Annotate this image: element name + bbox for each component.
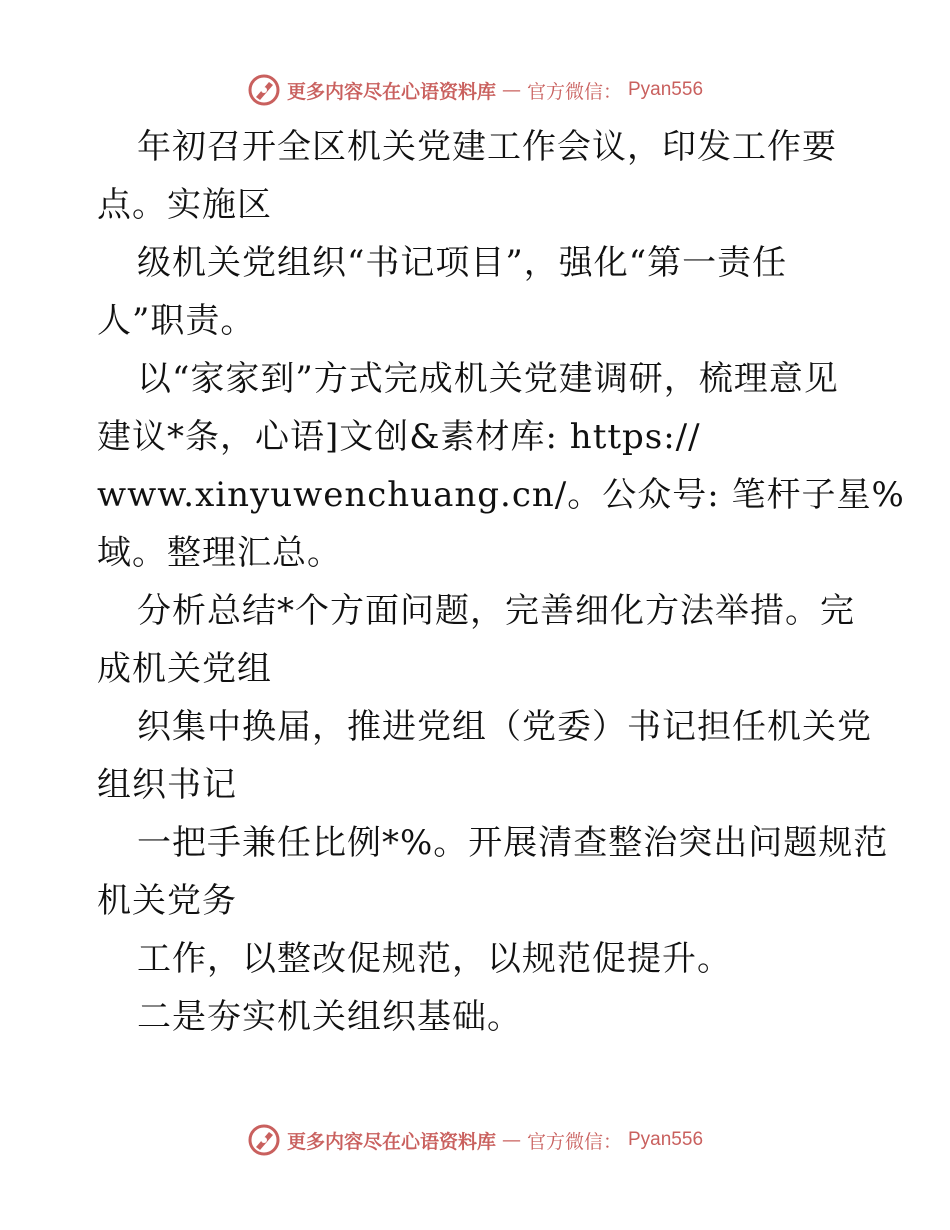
body-line-3: 级机关党组织“书记项目”，强化“第一责任 <box>137 243 788 283</box>
header-wechat-id: Pyan556 <box>628 79 704 100</box>
body-line-4: 人”职责。 <box>97 301 256 341</box>
header-dash: — <box>501 79 521 101</box>
header-brand-text: 更多内容尽在心语资料库 <box>286 80 496 103</box>
footer-contact-label: 官方微信： <box>526 1130 622 1153</box>
body-line-9: 分析总结*个方面问题，完善细化方法举措。完 <box>137 591 855 631</box>
body-line-2: 点。实施区 <box>97 185 272 225</box>
document-body <box>97 118 905 1046</box>
footer-dash: — <box>501 1129 521 1151</box>
pen-logo-icon <box>247 73 281 107</box>
body-line-6: 建议*条，心语]文创&素材库: https:// <box>97 417 701 457</box>
footer-banner <box>0 1120 950 1160</box>
body-line-16: 二是夯实机关组织基础。 <box>137 997 522 1037</box>
body-line-11: 织集中换届，推进党组（党委）书记担任机关党 <box>137 707 872 747</box>
body-line-7: www.xinyuwenchuang.cn/。公众号: 笔杆子星% <box>97 475 905 515</box>
pen-logo-icon <box>247 1123 281 1157</box>
footer-wechat-id: Pyan556 <box>628 1129 704 1150</box>
body-line-14: 机关党务 <box>97 881 237 921</box>
body-line-8: 域。整理汇总。 <box>97 533 342 573</box>
header-banner <box>0 70 950 110</box>
body-line-5: 以“家家到”方式完成机关党建调研，梳理意见 <box>137 359 839 399</box>
footer-brand-text: 更多内容尽在心语资料库 <box>286 1130 496 1153</box>
body-line-13: 一把手兼任比例*%。开展清查整治突出问题规范 <box>137 823 889 863</box>
header-contact-label: 官方微信： <box>526 80 622 103</box>
body-line-12: 组织书记 <box>97 765 237 805</box>
body-line-15: 工作，以整改促规范，以规范促提升。 <box>137 939 732 979</box>
body-line-1: 年初召开全区机关党建工作会议，印发工作要 <box>137 127 837 167</box>
body-line-10: 成机关党组 <box>97 649 272 689</box>
